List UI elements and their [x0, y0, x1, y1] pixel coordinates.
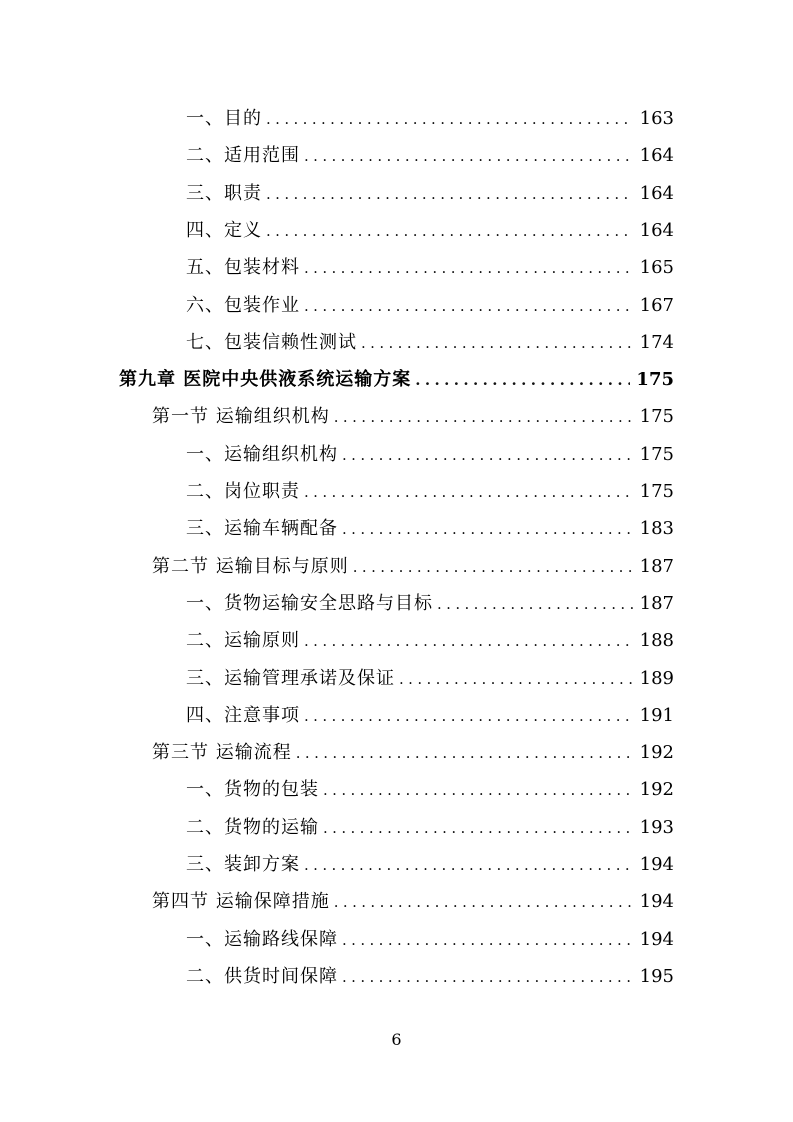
toc-entry-section[interactable]	[152, 883, 674, 920]
toc-entry-title: 一、目的	[186, 108, 262, 129]
toc-entry-item[interactable]	[186, 622, 674, 659]
toc-entry-page: 194	[639, 929, 674, 950]
toc-entry-title: 一、运输组织机构	[186, 444, 338, 465]
toc-leader-dots	[342, 922, 634, 959]
toc-leader-dots	[266, 101, 634, 138]
toc-entry-title: 一、货物的包装	[186, 779, 319, 800]
toc-entry-page: 191	[639, 705, 674, 726]
toc-leader-dots	[296, 735, 634, 772]
toc-entry-chapter[interactable]	[119, 361, 674, 398]
toc-entry-title: 四、注意事项	[186, 705, 300, 726]
toc-entry-title: 四、定义	[186, 220, 262, 241]
toc-leader-dots	[266, 176, 634, 213]
toc-entry-item[interactable]	[186, 100, 674, 137]
toc-entry-title: 一、运输路线保障	[186, 929, 338, 950]
toc-entry-page: 195	[639, 966, 674, 987]
toc-entry-title: 二、岗位职责	[186, 481, 300, 502]
toc-entry-item[interactable]	[186, 436, 674, 473]
toc-entry-item[interactable]	[186, 585, 674, 622]
toc-entry-item[interactable]	[186, 137, 674, 174]
toc-entry-page: 193	[639, 817, 674, 838]
toc-entry-section[interactable]	[152, 734, 674, 771]
toc-entry-item[interactable]	[186, 921, 674, 958]
toc-leader-dots	[304, 474, 634, 511]
toc-entry-title: 三、运输管理承诺及保证	[186, 668, 395, 689]
toc-entry-title: 三、运输车辆配备	[186, 518, 338, 539]
toc-entry-item[interactable]	[186, 809, 674, 846]
toc-entry-page: 174	[639, 332, 674, 353]
toc-entry-page: 194	[639, 891, 674, 912]
toc-leader-dots	[361, 325, 634, 362]
toc-entry-item[interactable]	[186, 771, 674, 808]
toc-leader-dots	[334, 399, 634, 436]
toc-leader-dots	[304, 250, 634, 287]
toc-leader-dots	[415, 362, 630, 399]
toc-entry-title: 二、货物的运输	[186, 817, 319, 838]
toc-entry-section[interactable]	[152, 548, 674, 585]
toc-entry-page: 175	[639, 481, 674, 502]
toc-leader-dots	[304, 623, 634, 660]
toc-entry-title: 第三节 运输流程	[152, 742, 292, 763]
toc-entry-title: 第一节 运输组织机构	[152, 406, 330, 427]
toc-entry-item[interactable]	[186, 660, 674, 697]
toc-entry-title: 六、包装作业	[186, 295, 300, 316]
toc-entry-title: 第二节 运输目标与原则	[152, 556, 349, 577]
toc-leader-dots	[342, 511, 634, 548]
toc-entry-page: 175	[636, 369, 674, 390]
toc-leader-dots	[304, 698, 634, 735]
toc-entry-page: 163	[639, 108, 674, 129]
toc-entry-title: 第四节 运输保障措施	[152, 891, 330, 912]
toc-leader-dots	[437, 586, 634, 623]
toc-entry-item[interactable]	[186, 697, 674, 734]
toc-entry-page: 189	[639, 668, 674, 689]
toc-entry-title: 第九章 医院中央供液系统运输方案	[119, 369, 412, 390]
toc-entry-title: 一、货物运输安全思路与目标	[186, 593, 433, 614]
toc-entry-title: 三、职责	[186, 183, 262, 204]
page-number: 6	[391, 1030, 402, 1049]
toc-entry-page: 175	[639, 444, 674, 465]
toc-entry-page: 175	[639, 406, 674, 427]
toc-entry-title: 二、适用范围	[186, 145, 300, 166]
toc-leader-dots	[304, 847, 634, 884]
toc-entry-page: 164	[639, 145, 674, 166]
toc-leader-dots	[353, 549, 634, 586]
toc-entry-title: 二、供货时间保障	[186, 966, 338, 987]
toc-entry-page: 187	[639, 556, 674, 577]
toc-entry-page: 192	[639, 779, 674, 800]
toc-leader-dots	[399, 661, 634, 698]
toc-leader-dots	[304, 138, 634, 175]
toc-leader-dots	[323, 810, 634, 847]
toc-leader-dots	[334, 884, 634, 921]
toc-entry-page: 188	[639, 630, 674, 651]
toc-leader-dots	[266, 213, 634, 250]
toc-entry-section[interactable]	[152, 398, 674, 435]
toc-entry-page: 164	[639, 220, 674, 241]
toc-entry-page: 192	[639, 742, 674, 763]
toc-entry-item[interactable]	[186, 287, 674, 324]
toc-entry-page: 194	[639, 854, 674, 875]
toc-entry-page: 183	[639, 518, 674, 539]
toc-entry-item[interactable]	[186, 249, 674, 286]
toc-entry-item[interactable]	[186, 473, 674, 510]
toc-entry-item[interactable]	[186, 324, 674, 361]
toc-leader-dots	[304, 288, 634, 325]
toc-entry-item[interactable]	[186, 212, 674, 249]
toc-entry-title: 三、装卸方案	[186, 854, 300, 875]
toc-entry-item[interactable]	[186, 175, 674, 212]
toc-leader-dots	[342, 959, 634, 996]
toc-entry-page: 187	[639, 593, 674, 614]
toc-entry-item[interactable]	[186, 510, 674, 547]
toc-entry-title: 五、包装材料	[186, 257, 300, 278]
toc-entry-page: 164	[639, 183, 674, 204]
toc-entry-item[interactable]	[186, 846, 674, 883]
toc-leader-dots	[323, 772, 634, 809]
toc-entry-item[interactable]	[186, 958, 674, 995]
toc-leader-dots	[342, 437, 634, 474]
toc-entry-page: 167	[639, 295, 674, 316]
toc-entry-title: 七、包装信赖性测试	[186, 332, 357, 353]
toc-entry-page: 165	[639, 257, 674, 278]
toc-entry-title: 二、运输原则	[186, 630, 300, 651]
